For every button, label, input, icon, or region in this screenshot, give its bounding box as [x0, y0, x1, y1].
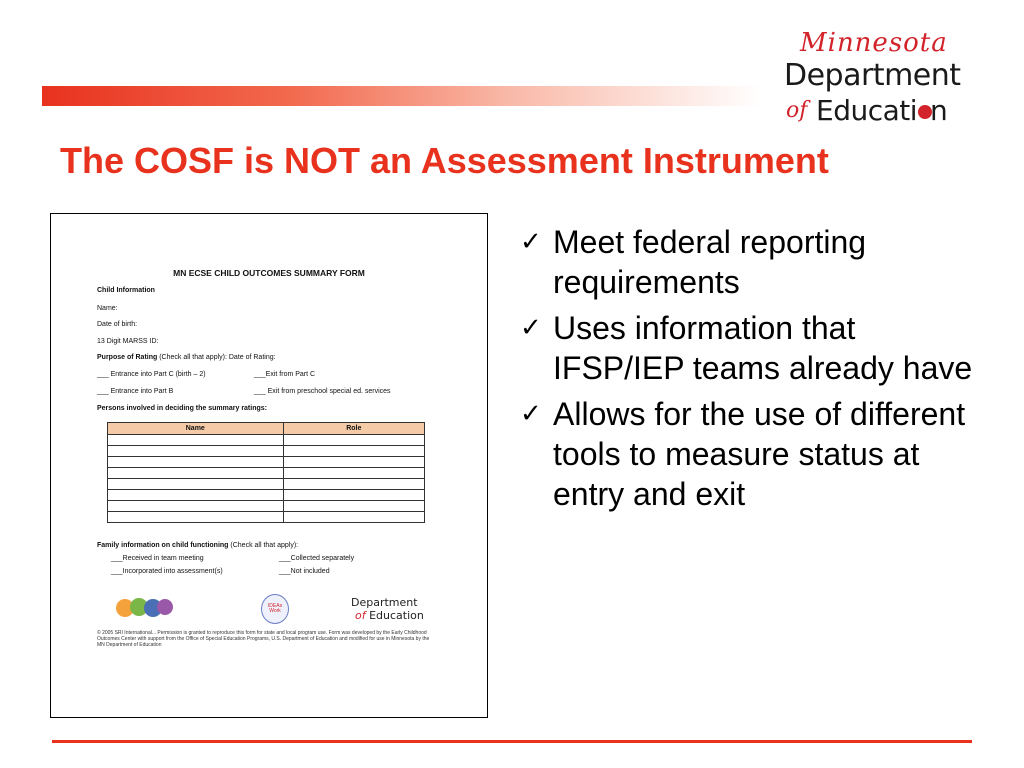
form-copyright-text: © 2005 SRI International... Permission is granted to reproduce this form for state and local program use. Form was developed by the Early Childhood Outcomes Center with support from the Office of Special Education Programs, U.S. Department of Education and modified for use in Minnesota by the MN Department of Education	[97, 630, 430, 648]
table-row	[108, 490, 425, 501]
form-marss-label: 13 Digit MARSS ID:	[97, 338, 159, 345]
logo-script-text: Minnesota	[800, 28, 948, 58]
eco-center-logo	[115, 594, 175, 620]
form-purpose-line: Purpose of Rating (Check all that apply): Date of Rating:	[97, 354, 276, 361]
persons-table	[107, 422, 425, 523]
table-row	[108, 435, 425, 446]
bullet-text: Meet federal reporting requirements	[553, 224, 867, 300]
bullet-item	[518, 222, 988, 302]
form-option-not-included: ___Not included	[279, 568, 330, 575]
logo-department-text: Department	[784, 58, 961, 93]
table-header-name: Name	[108, 423, 284, 435]
bullet-list	[518, 222, 988, 520]
form-option-entrance-c: ___ Entrance into Part C (birth – 2)	[97, 371, 206, 378]
form-option-exit-preschool: ___ Exit from preschool special ed. services	[254, 388, 391, 395]
form-title: MN ECSE CHILD OUTCOMES SUMMARY FORM	[173, 268, 365, 278]
form-option-exit-c: ___Exit from Part C	[254, 371, 316, 378]
checkmark-icon: ✓	[520, 227, 542, 257]
form-persons-heading: Persons involved in deciding the summary ratings:	[97, 405, 267, 412]
checkmark-icon: ✓	[520, 313, 542, 343]
table-row	[108, 501, 425, 512]
bullet-item	[518, 308, 988, 388]
logo-of-text: of	[786, 98, 808, 123]
footer-divider	[52, 740, 972, 743]
table-row	[108, 512, 425, 523]
form-mde-logo: Department of Education	[351, 596, 424, 622]
form-option-incorporated: ___Incorporated into assessment(s)	[111, 568, 223, 575]
form-family-line: Family information on child functioning (Check all that apply):	[97, 542, 299, 549]
bullet-text: Allows for the use of different tools to measure status at entry and exit	[553, 396, 966, 512]
table-row	[108, 479, 425, 490]
checkmark-icon: ✓	[520, 399, 542, 429]
form-name-label: Name:	[97, 305, 118, 312]
bullet-item	[518, 394, 988, 514]
table-row	[108, 446, 425, 457]
cosf-form-image	[50, 213, 488, 718]
form-child-info-heading: Child Information	[97, 287, 155, 294]
form-option-received: ___Received in team meeting	[111, 555, 204, 562]
table-row	[108, 457, 425, 468]
form-logos	[115, 594, 435, 624]
ideas-work-logo: IDEAs Work	[261, 594, 289, 624]
slide-title: The COSF is NOT an Assessment Instrument	[60, 140, 829, 181]
table-row	[108, 468, 425, 479]
logo-education-text: Educati n	[816, 94, 948, 127]
mde-logo	[780, 28, 970, 128]
form-option-collected: ___Collected separately	[279, 555, 355, 562]
header-accent-bar	[42, 86, 762, 106]
table-header-role: Role	[283, 423, 424, 435]
form-option-entrance-b: ___ Entrance into Part B	[97, 388, 174, 395]
form-dob-label: Date of birth:	[97, 321, 138, 328]
bullet-text: Uses information that IFSP/IEP teams already have	[553, 310, 973, 386]
